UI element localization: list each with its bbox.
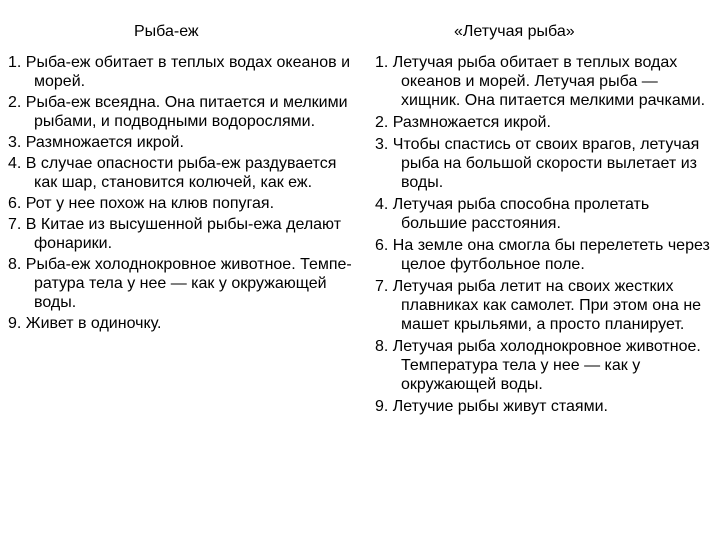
flying-fish-fact-9: 9. Летучие рыбы живут стаями. xyxy=(375,398,608,415)
pufferfish-fact-8: 8. Рыба-еж холоднокровное животное. Темпе-ратура тела у нее — как у окружающей воды. xyxy=(8,256,352,311)
pufferfish-fact-7: 7. В Китае из высушенной рыбы-ежа делают фонарики. xyxy=(8,216,342,252)
pufferfish-heading: Рыба-еж xyxy=(134,23,199,40)
flying-fish-fact-3: 3. Чтобы спастись от своих врагов, летучая рыба на большой скорости вылетает из воды. xyxy=(375,136,700,191)
pufferfish-fact-9: 9. Живет в одиночку. xyxy=(8,315,162,332)
pufferfish-fact-6: 6. Рот у нее похож на клюв попугая. xyxy=(8,195,275,212)
flying-fish-heading: «Летучая рыба» xyxy=(454,23,575,40)
pufferfish-fact-2: 2. Рыба-еж всеядна. Она питается и мелкими рыбами, и подводными водорослями. xyxy=(8,94,348,130)
flying-fish-fact-4: 4. Летучая рыба способна пролетать большие расстояния. xyxy=(375,196,650,232)
flying-fish-facts-list xyxy=(375,53,715,416)
pufferfish-fact-1: 1. Рыба-еж обитает в теплых водах океанов и морей. xyxy=(8,54,351,90)
flying-fish-fact-1: 1. Летучая рыба обитает в теплых водах океанов и морей. Летучая рыба — хищник. Она питается мелкими рачками. xyxy=(375,54,706,109)
pufferfish-fact-3: 3. Размножается икрой. xyxy=(8,134,184,151)
pufferfish-facts-list xyxy=(8,53,360,333)
flying-fish-fact-2: 2. Размножается икрой. xyxy=(375,114,551,131)
flying-fish-fact-6: 6. На земле она смогла бы перелететь через целое футбольное поле. xyxy=(375,237,710,273)
flying-fish-fact-7: 7. Летучая рыба летит на своих жестких плавниках как самолет. При этом она не машет крыльями, а просто планирует. xyxy=(375,278,702,333)
pufferfish-fact-4: 4. В случае опасности рыба-еж раздувается как шар, становится колючей, как еж. xyxy=(8,155,337,191)
flying-fish-fact-8: 8. Летучая рыба холоднокровное животное. Температура тела у нее — как у окружающей воды. xyxy=(375,338,701,393)
